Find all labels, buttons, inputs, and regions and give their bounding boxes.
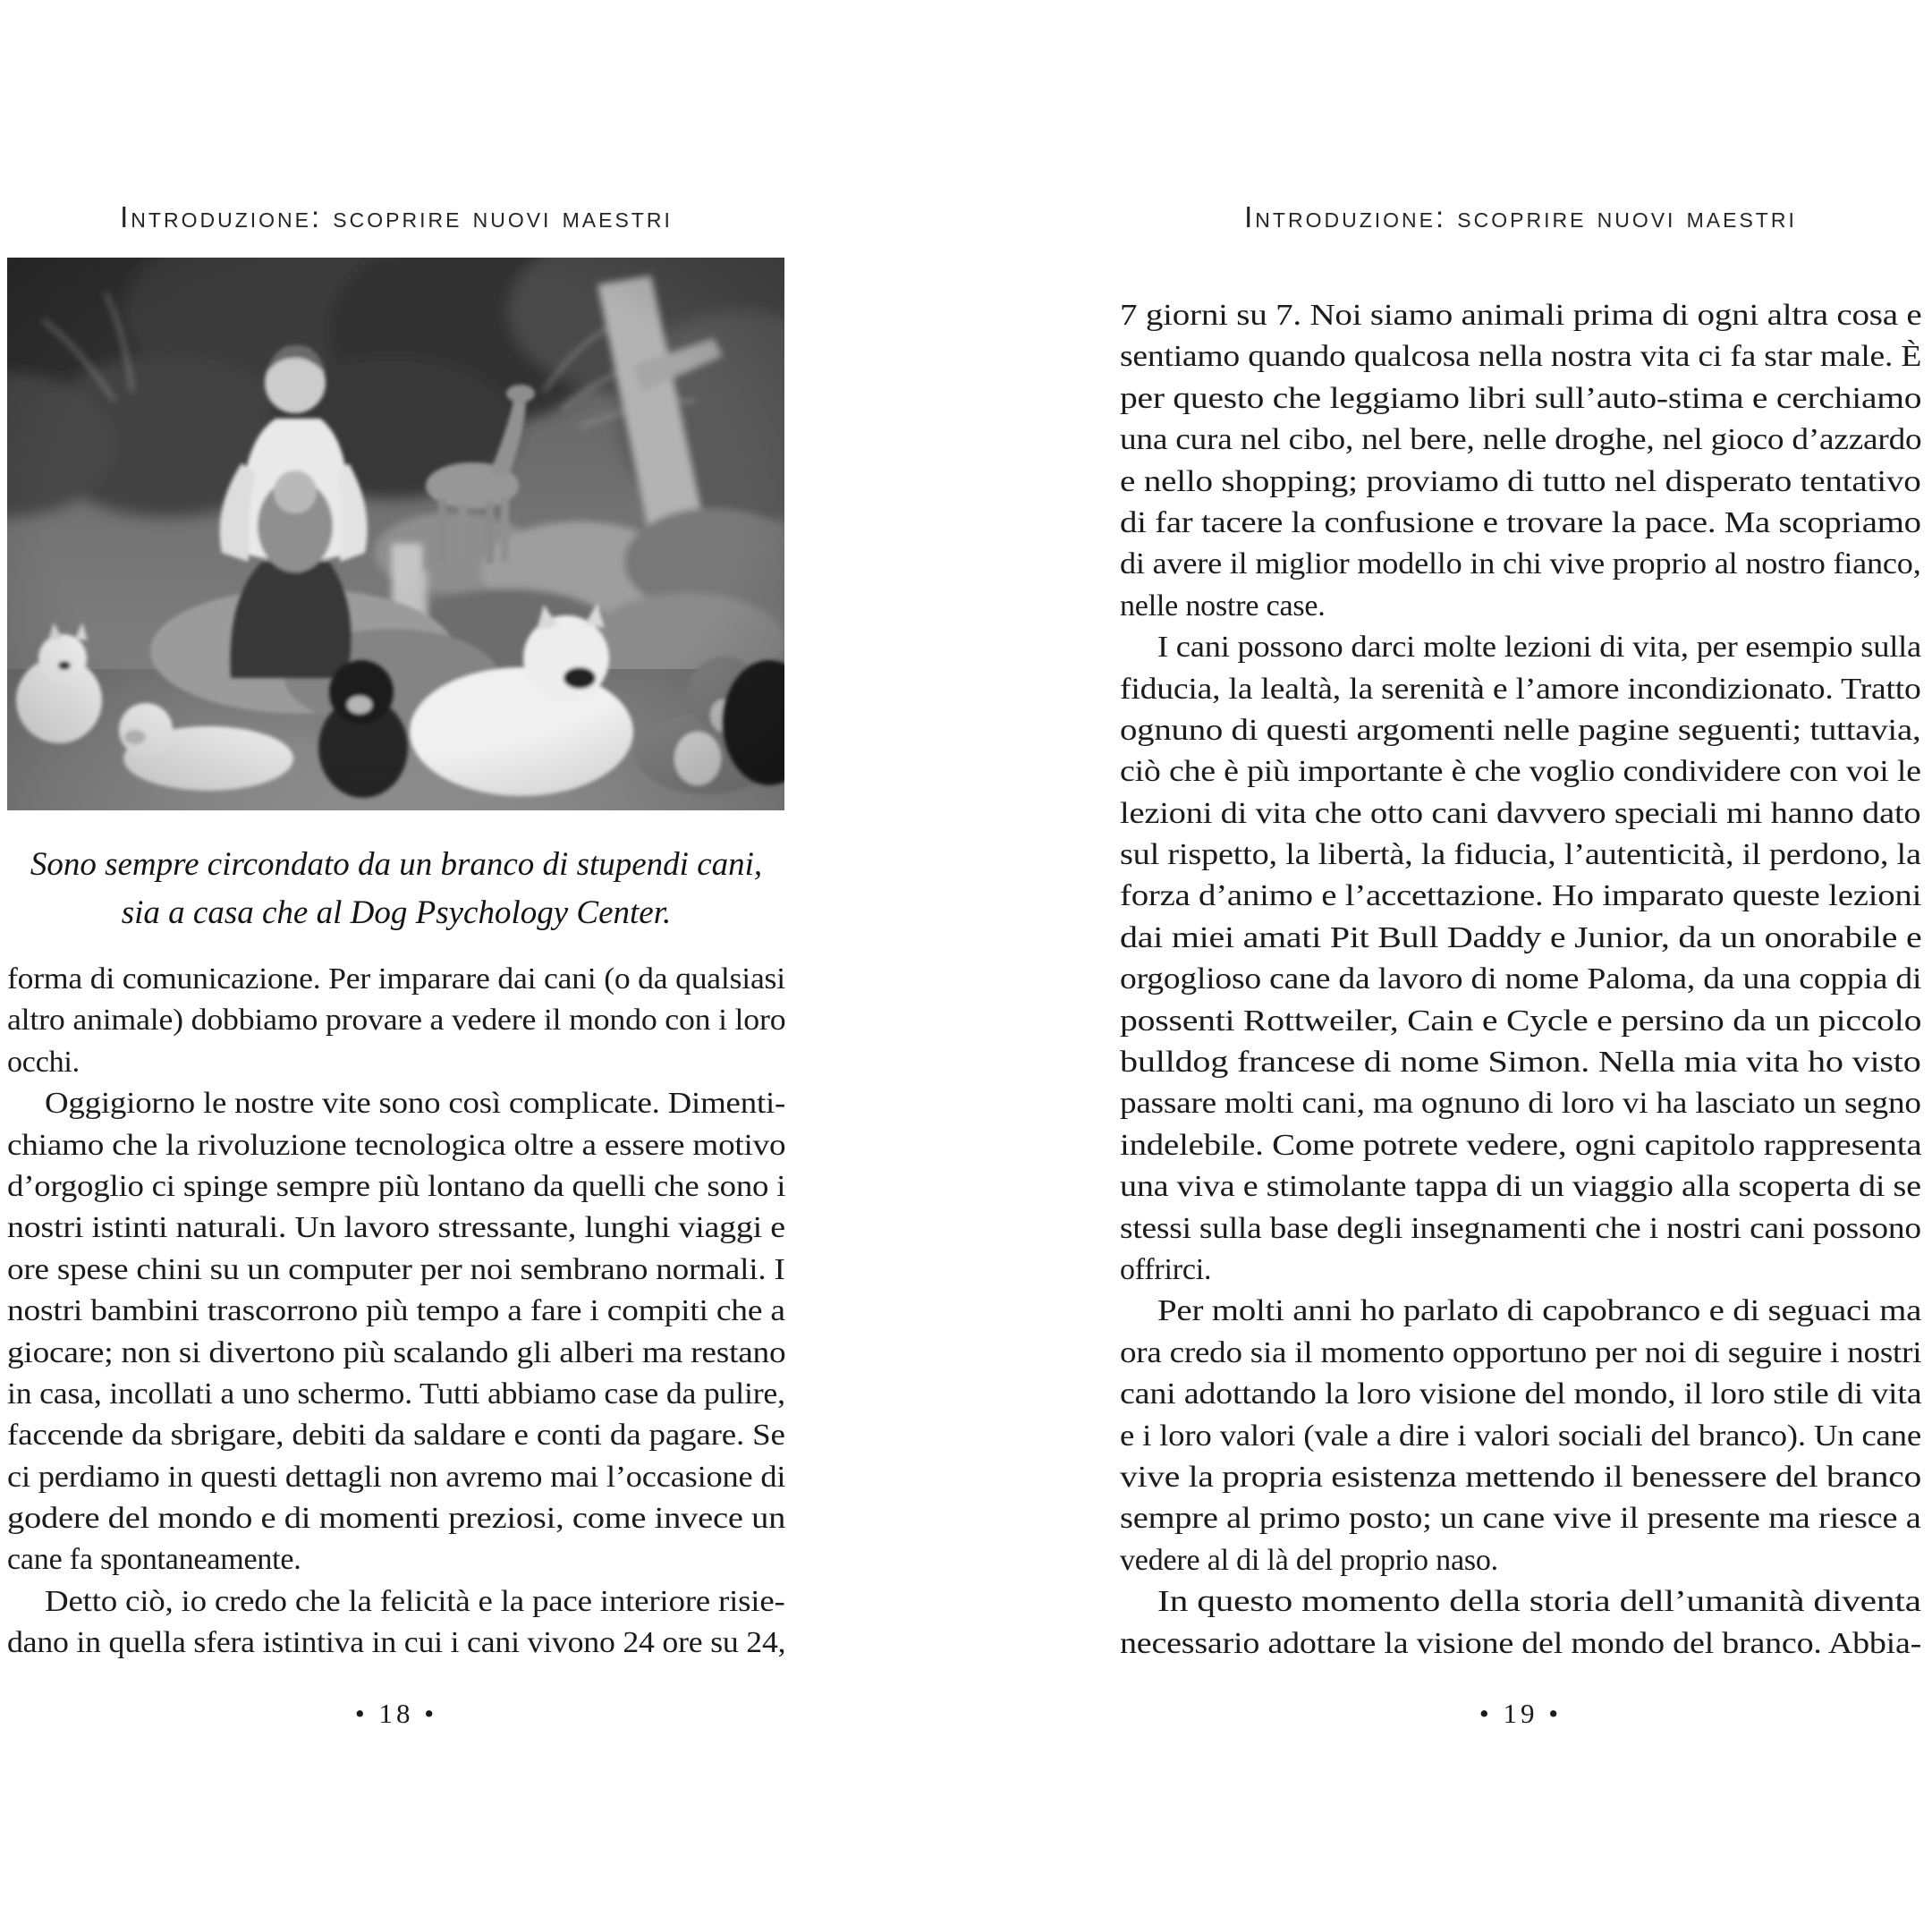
photo-caption-line: Sono sempre circondato da un branco di stupendi cani, bbox=[30, 846, 763, 883]
text-line: orgoglioso cane da lavoro di nome Paloma, da una coppia di bbox=[1120, 962, 1922, 996]
text-line: sentiamo quando qualcosa nella nostra vita ci fa star male. È bbox=[1120, 340, 1922, 374]
text-line: in casa, incollati a uno schermo. Tutti abbiamo case da pulire, bbox=[7, 1377, 785, 1411]
text-line: vive la propria esistenza mettendo il benessere del branco bbox=[1120, 1460, 1921, 1494]
page-number-right: • 19 • bbox=[1479, 1698, 1563, 1729]
text-line: faccende da sbrigare, debiti da saldare e conti da pagare. Se bbox=[7, 1419, 785, 1453]
text-line: fiducia, la lealtà, la serenità e l’amore incondizionato. Tratto bbox=[1120, 672, 1921, 706]
text-line: ci perdiamo in questi dettagli non avremo mai l’occasione di bbox=[7, 1460, 786, 1494]
text-line: cani adottando la loro visione del mondo, il loro stile di vita bbox=[1120, 1377, 1922, 1411]
right-page-body-text bbox=[1120, 295, 1921, 1665]
text-line: e nello shopping; proviamo di tutto nel disperato tentativo bbox=[1120, 464, 1921, 498]
text-line: sempre al primo posto; un cane vive il presente ma riesce a bbox=[1120, 1502, 1921, 1536]
text-line: offrirci. bbox=[1120, 1252, 1212, 1286]
text-line: ognuno di questi argomenti nelle pagine seguenti; tuttavia, bbox=[1120, 713, 1921, 747]
text-line: dai miei amati Pit Bull Daddy e Junior, da un onorabile e bbox=[1120, 920, 1922, 954]
text-line: cane fa spontaneamente. bbox=[7, 1543, 301, 1577]
text-line: e i loro valori (vale a dire i valori sociali del branco). Un cane bbox=[1120, 1419, 1922, 1453]
page-number-left: • 18 • bbox=[354, 1698, 438, 1729]
text-line: bulldog francese di nome Simon. Nella mia vita ho visto bbox=[1120, 1046, 1921, 1080]
text-line: necessario adottare la visione del mondo del branco. Abbia- bbox=[1120, 1626, 1922, 1660]
text-line: vedere al di là del proprio naso. bbox=[1120, 1543, 1498, 1577]
text-line: di avere il miglior modello in chi vive proprio al nostro fianco, bbox=[1120, 547, 1921, 581]
text-line: per questo che leggiamo libri sull’auto-stima e cerchiamo bbox=[1120, 381, 1922, 415]
text-line: Detto ciò, io credo che la felicità e la pace interiore risie- bbox=[45, 1584, 785, 1618]
text-line: In questo momento della storia dell’umanità diventa bbox=[1157, 1585, 1921, 1619]
text-line: giocare; non si divertono più scalando gli alberi ma restano bbox=[7, 1335, 786, 1369]
text-line: ora credo sia il momento opportuno per noi di seguire i nostri bbox=[1120, 1335, 1922, 1369]
text-line: godere del mondo e di momenti preziosi, come invece un bbox=[7, 1502, 786, 1536]
text-line: dano in quella sfera istintiva in cui i cani vivono 24 ore su 24, bbox=[7, 1626, 786, 1660]
text-line: una cura nel cibo, nel bere, nelle droghe, nel gioco d’azzardo bbox=[1120, 423, 1922, 457]
text-line: di far tacere la confusione e trovare la pace. Ma scopriamo bbox=[1120, 505, 1921, 539]
text-line: altro animale) dobbiamo provare a vedere il mondo con i loro bbox=[7, 1004, 786, 1038]
text-line: possenti Rottweiler, Cain e Cycle e persino da un piccolo bbox=[1120, 1004, 1922, 1038]
text-line: chiamo che la rivoluzione tecnologica oltre a essere motivo bbox=[7, 1128, 786, 1162]
text-line: lezioni di vita che otto cani davvero speciali mi hanno dato bbox=[1120, 796, 1921, 830]
text-line: forza d’animo e l’accettazione. Ho imparato queste lezioni bbox=[1120, 879, 1922, 913]
text-line: sul rispetto, la libertà, la fiducia, l’autenticità, il perdono, la bbox=[1120, 838, 1921, 872]
text-line: indelebile. Come potrete vedere, ogni capitolo rappresenta bbox=[1120, 1128, 1922, 1162]
text-line: nostri istinti naturali. Un lavoro stressante, lunghi viaggi e bbox=[7, 1211, 785, 1245]
text-line: ore spese chini su un computer per noi sembrano normali. I bbox=[7, 1252, 785, 1286]
running-header-left: Introduzione: scoprire nuovi maestri bbox=[120, 200, 673, 233]
running-header-right: Introduzione: scoprire nuovi maestri bbox=[1244, 200, 1797, 233]
text-line: passare molti cani, ma ognuno di loro vi ha lasciato un segno bbox=[1120, 1087, 1921, 1121]
text-line: stessi sulla base degli insegnamenti che i nostri cani possono bbox=[1120, 1211, 1921, 1245]
text-line: 7 giorni su 7. Noi siamo animali prima di ogni altra cosa e bbox=[1120, 299, 1922, 332]
text-line: occhi. bbox=[7, 1045, 80, 1079]
text-line: forma di comunicazione. Per imparare dai cani (o da qualsiasi bbox=[7, 962, 785, 996]
text-line: nostri bambini trascorrono più tempo a fare i compiti che a bbox=[7, 1294, 785, 1328]
text-line: d’orgoglio ci spinge sempre più lontano da quelli che sono i bbox=[7, 1169, 786, 1203]
dog-pack-photo-art bbox=[7, 258, 784, 810]
text-line: nelle nostre case. bbox=[1120, 589, 1326, 623]
text-line: una viva e stimolante tappa di un viaggio alla scoperta di se bbox=[1120, 1170, 1921, 1204]
text-line: ciò che è più importante è che voglio condividere con voi le bbox=[1120, 755, 1921, 789]
text-line: Per molti anni ho parlato di capobranco e di seguaci ma bbox=[1157, 1294, 1922, 1328]
left-page-body-text bbox=[7, 959, 785, 1665]
text-line: I cani possono darci molte lezioni di vita, per esempio sulla bbox=[1157, 631, 1921, 665]
dog-pack-photo bbox=[7, 258, 784, 810]
photo-caption bbox=[7, 841, 785, 937]
photo-caption-line: sia a casa che al Dog Psychology Center. bbox=[121, 894, 672, 931]
text-line: Oggigiorno le nostre vite sono così complicate. Dimenti- bbox=[45, 1087, 786, 1121]
